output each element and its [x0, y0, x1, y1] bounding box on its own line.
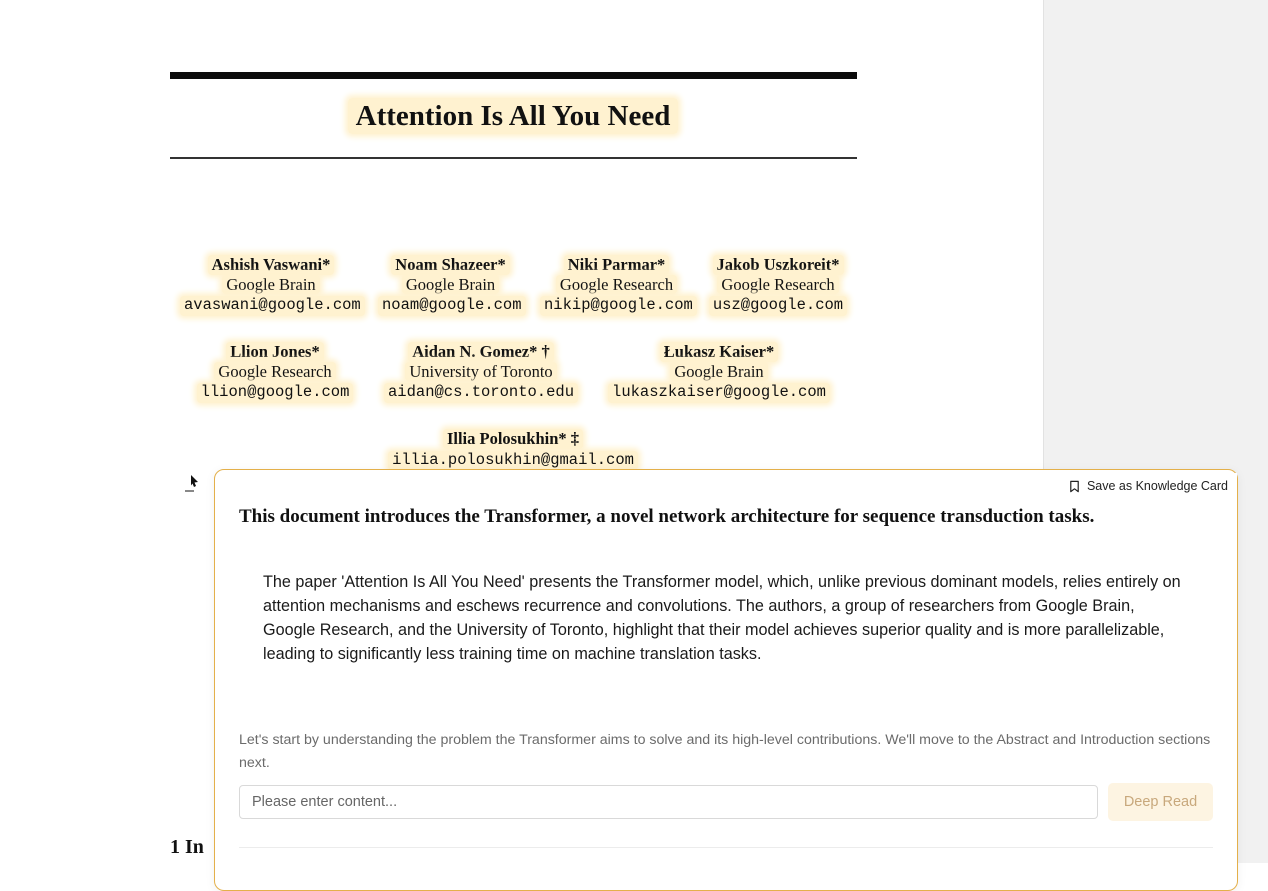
author-block [606, 342, 832, 403]
author-name: Niki Parmar* [564, 255, 670, 275]
author-name: Noam Shazeer* [391, 255, 509, 275]
author-email: nikip@google.com [540, 296, 697, 316]
title-bottom-rule [170, 157, 857, 159]
title-top-rule [170, 72, 857, 79]
author-block [540, 255, 693, 316]
author-name: Ashish Vaswani* [208, 255, 335, 275]
ai-summary-panel [214, 469, 1238, 891]
author-affiliation: Google Research [214, 362, 335, 382]
author-block [388, 429, 638, 470]
author-email: noam@google.com [378, 296, 526, 316]
summary-body: The paper 'Attention Is All You Need' presents the Transformer model, which, unlike previous dominant models, relies entirely on attention mechanisms and eschews recurrence and convolutions. The authors, a group of researchers from Google Brain, Google Research, and the University of Toronto, highlight that their model achieves superior quality and is more parallelizable, leading to significantly less training time on machine translation tasks. [263, 573, 1181, 663]
author-affiliation: Google Brain [402, 275, 499, 295]
author-email: avaswani@google.com [180, 296, 365, 316]
author-email: illia.polosukhin@gmail.com [388, 451, 638, 471]
author-block [195, 342, 355, 403]
author-block [708, 255, 848, 316]
save-knowledge-card-label: Save as Knowledge Card [1086, 479, 1228, 493]
author-email: llion@google.com [197, 383, 354, 403]
author-affiliation: Google Brain [670, 362, 767, 382]
cursor-icon [184, 473, 202, 493]
summary-hint: Let's start by understanding the problem the Transformer aims to solve and its high-level contributions. We'll move to the Abstract and Introduction sections next. [239, 732, 1211, 771]
deep-read-button[interactable]: Deep Read [1108, 783, 1213, 821]
paper-title [0, 100, 1026, 133]
panel-divider [239, 847, 1213, 848]
author-email: usz@google.com [709, 296, 847, 316]
save-knowledge-card-button[interactable] [1058, 473, 1237, 499]
author-name: Illia Polosukhin* ‡ [443, 429, 583, 449]
author-email: aidan@cs.toronto.edu [384, 383, 578, 403]
content-input[interactable] [239, 785, 1098, 819]
author-name: Łukasz Kaiser* [660, 342, 778, 362]
author-email: lukaszkaiser@google.com [608, 383, 830, 403]
section-heading: 1 In [170, 836, 204, 858]
author-affiliation: Google Research [717, 275, 838, 295]
author-affiliation: Google Research [556, 275, 677, 295]
author-affiliation: Google Brain [222, 275, 319, 295]
author-block [378, 255, 523, 316]
author-block [180, 255, 362, 316]
author-name: Aidan N. Gomez* † [408, 342, 554, 362]
author-name: Llion Jones* [226, 342, 323, 362]
author-affiliation: University of Toronto [405, 362, 556, 382]
summary-title: This document introduces the Transformer, a novel network architecture for sequence transduction tasks. [239, 506, 1095, 527]
paper-title-text: Attention Is All You Need [348, 98, 679, 134]
bookmark-icon [1068, 480, 1081, 493]
author-name: Jakob Uszkoreit* [713, 255, 844, 275]
author-block [382, 342, 580, 403]
